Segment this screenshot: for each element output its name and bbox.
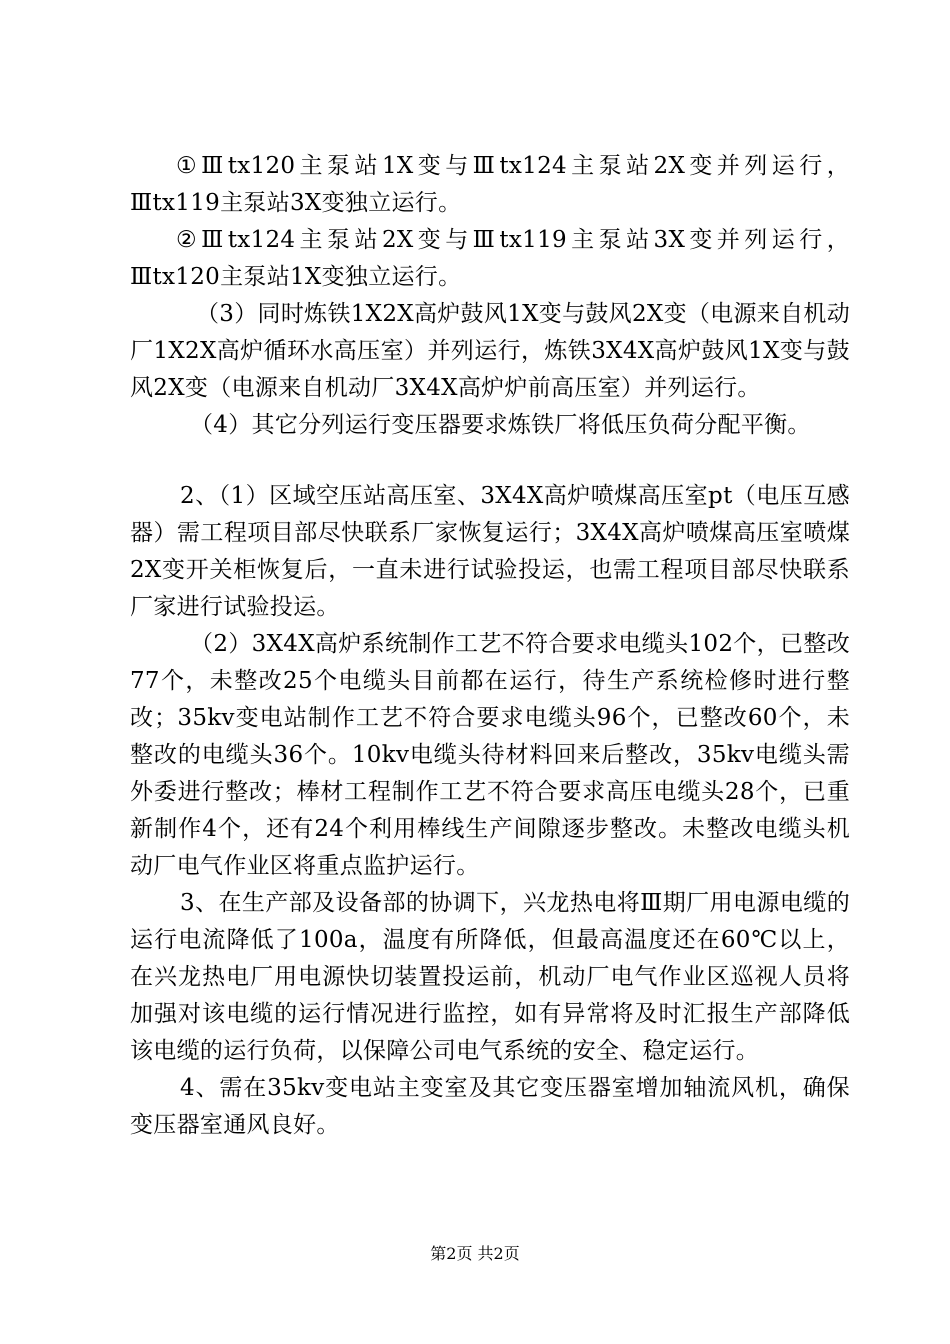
paragraph-item-3: （3）同时炼铁1X2X高炉鼓风1X变与鼓风2X变（电源来自机动厂1X2X高炉循环水高压室）并列运行，炼铁3X4X高炉鼓风1X变与鼓风2X变（电源来自机动厂3X4X高炉炉前高压室）并列运行。: [130, 301, 850, 401]
paragraph-section-2: 2、（1）区域空压站高压室、3X4X高炉喷煤高压室pt（电压互感器）需工程项目部尽快联系厂家恢复运行；3X4X高炉喷煤高压室喷煤2X变开关柜恢复后，一直未进行试验投运，也需工程项目部尽快联系厂家进行试验投运。: [130, 483, 850, 620]
page-footer: 第2页 共2页: [430, 1244, 520, 1263]
paragraph-item-2: ②Ⅲtx124主泵站2X变与Ⅲtx119主泵站3X变并列运行，Ⅲtx120主泵站1X变独立运行。: [130, 227, 850, 290]
paragraph-section-3: 3、在生产部及设备部的协调下，兴龙热电将Ⅲ期厂用电源电缆的运行电流降低了100a，温度有所降低，但最高温度还在60℃以上，在兴龙热电厂用电源快切装置投运前，机动厂电气作业区巡视人员将加强对该电缆的运行情况进行监控，如有异常将及时汇报生产部降低该电缆的运行负荷，以保障公司电气系统的安全、稳定运行。: [130, 890, 850, 1064]
paragraph-item-4: （4）其它分列运行变压器要求炼铁厂将低压负荷分配平衡。: [190, 412, 811, 438]
paragraph-section-4: 4、需在35kv变电站主变室及其它变压器室增加轴流风机，确保变压器室通风良好。: [130, 1075, 850, 1138]
paragraph-section-2-2: （2）3X4X高炉系统制作工艺不符合要求电缆头102个，已整改77个，未整改25个电缆头目前都在运行，待生产系统检修时进行整改；35kv变电站制作工艺不符合要求电缆头96个，已整改60个，未整改的电缆头36个。10kv电缆头待材料回来后整改，35kv电缆头需外委进行整改；棒材工程制作工艺不符合要求高压电缆头28个，已重新制作4个，还有24个利用棒线生产间隙逐步整改。未整改电缆头机动厂电气作业区将重点监护运行。: [130, 631, 850, 879]
document-body: [130, 148, 850, 1144]
paragraph-item-1: ①Ⅲtx120主泵站1X变与Ⅲtx124主泵站2X变并列运行，Ⅲtx119主泵站3X变独立运行。: [130, 153, 850, 216]
paragraph-gap: [130, 444, 850, 478]
